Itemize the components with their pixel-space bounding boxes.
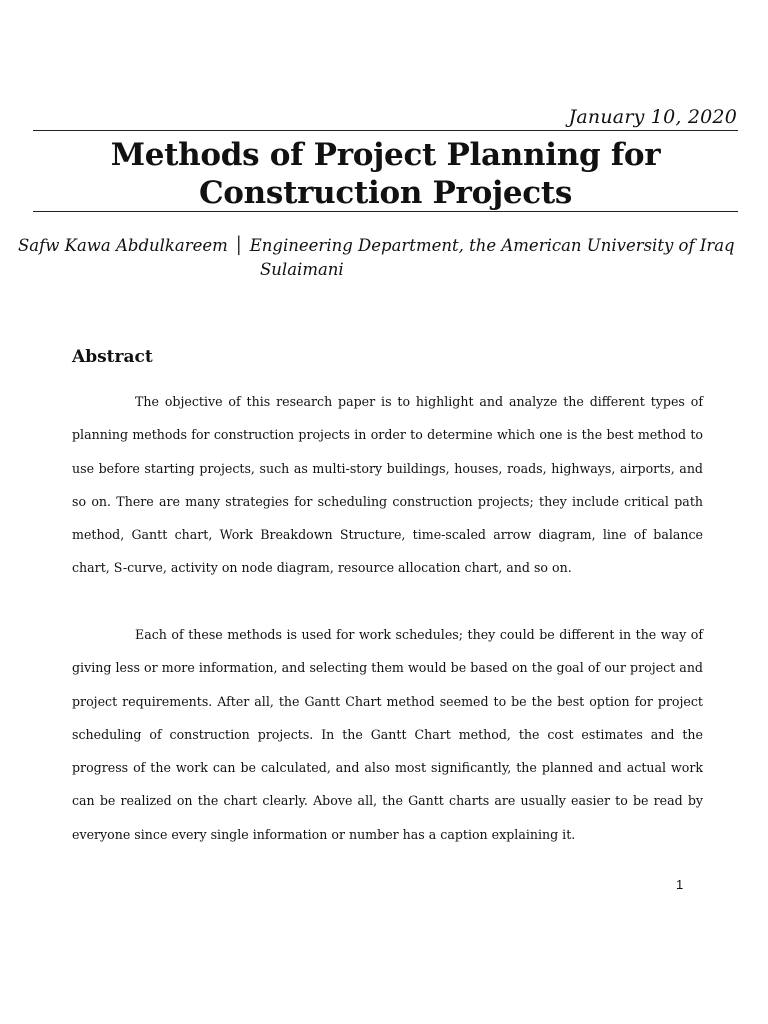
title-bottom-rule [33, 211, 738, 212]
abstract-heading: Abstract [72, 347, 153, 367]
title-line-1: Methods of Project Planning for [110, 137, 661, 173]
byline-separator: │ [233, 236, 244, 255]
title-top-rule [33, 130, 738, 131]
title-line-2: Construction Projects [198, 175, 573, 211]
author-name: Safw Kawa Abdulkareem [18, 236, 228, 255]
abstract-paragraph-1: The objective of this research paper is to highlight and analyze the different types of planning methods for construction projects in order to determine which one is the best method to use before starting projects, such as multi-story buildings, houses, roads, highways, airports, and so on. There are many strategies for scheduling construction projects; they include critical path method, Gantt chart, Work Breakdown Structure, time-scaled arrow diagram, line of balance chart, S-curve, activity on node diagram, resource allocation chart, and so on. [72, 394, 703, 576]
document-date: January 10, 2020 [568, 106, 737, 128]
affiliation-line-2: Sulaimani [260, 260, 344, 279]
document-title [33, 136, 738, 212]
byline [18, 234, 758, 258]
page-number: 1 [676, 877, 684, 892]
affiliation-line-1: Engineering Department, the American University of Iraq [249, 236, 735, 255]
abstract-paragraph-2: Each of these methods is used for work schedules; they could be different in the way of giving less or more information, and selecting them would be based on the goal of our project and project requirements. After all, the Gantt Chart method seemed to be the best option for project scheduling of construction projects. In the Gantt Chart method, the cost estimates and the progress of the work can be calculated, and also most significantly, the planned and actual work can be realized on the chart clearly. Above all, the Gantt charts are usually easier to be read by everyone since every single information or number has a caption explaining it. [72, 627, 703, 842]
